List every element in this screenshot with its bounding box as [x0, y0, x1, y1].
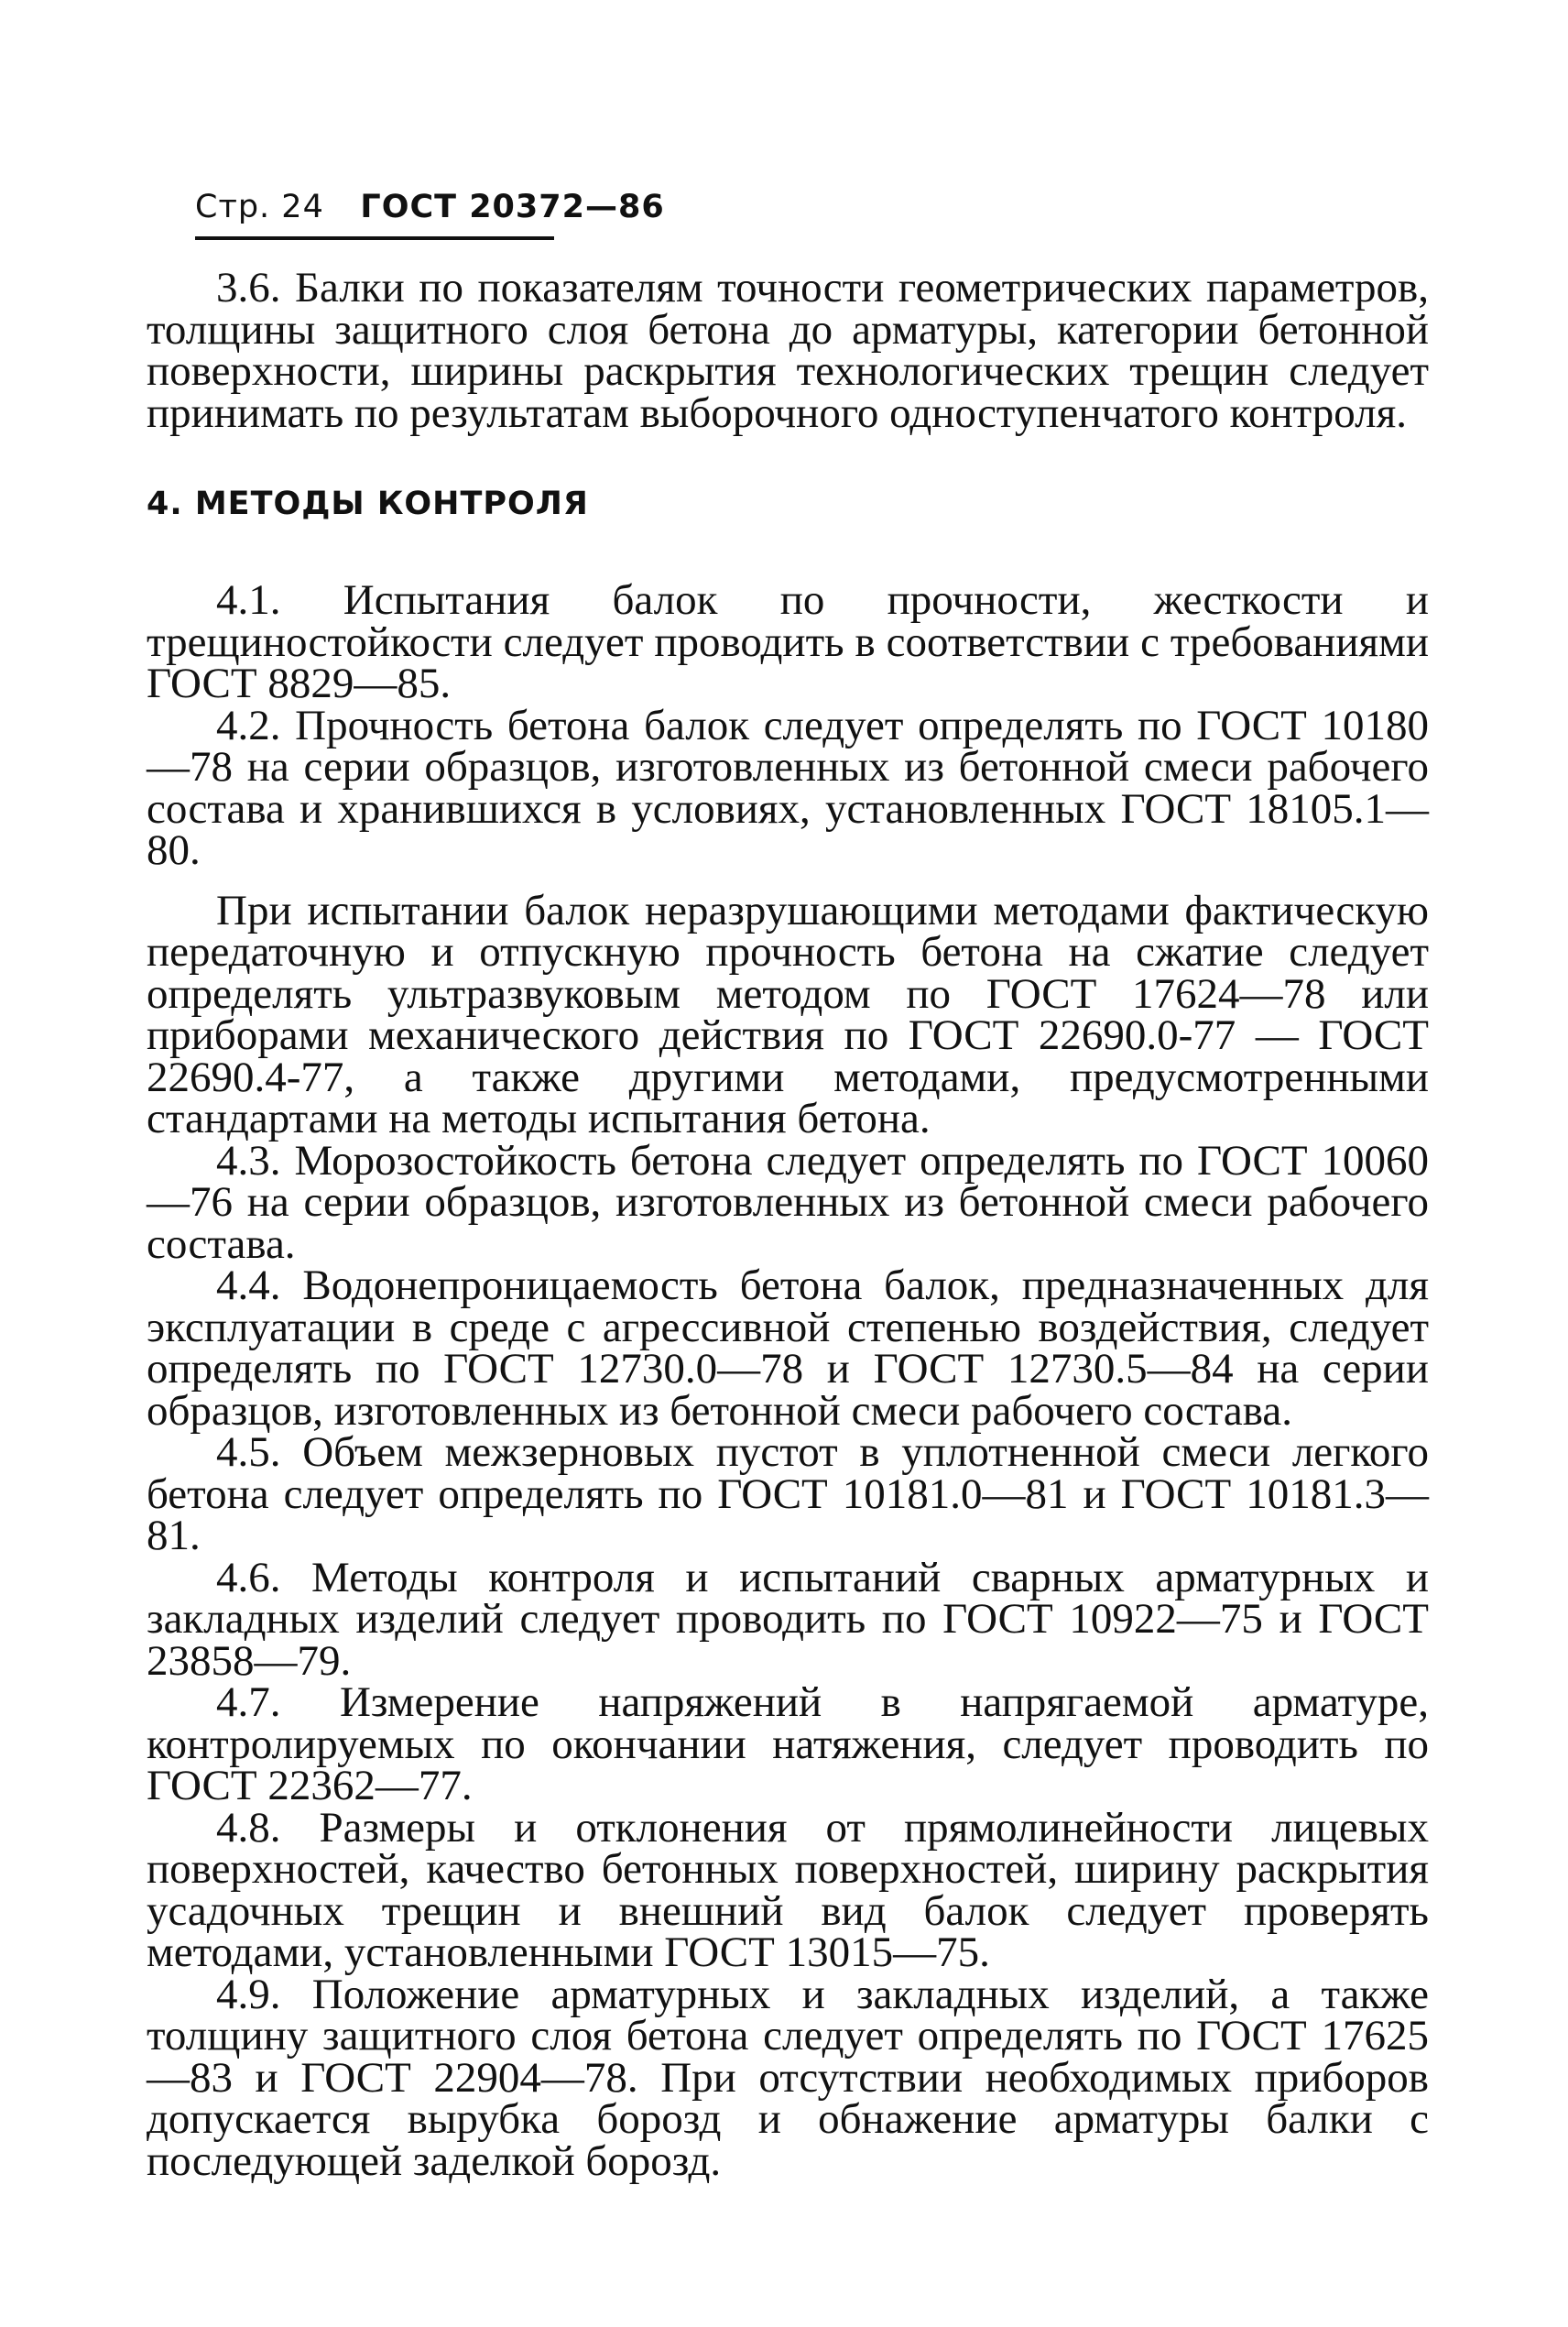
paragraph-4-5: 4.5. Объем межзерновых пустот в уплотненной смеси легкого бетона следует определять по ГОСТ 10181.0—81 и ГОСТ 10181.3—81.: [147, 1428, 1429, 1559]
paragraph-4-2-continued: При испытании балок неразрушающими методами фактическую передаточную и отпускную прочность бетона на сжатие следует определять ультразвуковым методом по ГОСТ 17624—78 или приборами механического действия по ГОСТ 22690.0-77 — ГОСТ 22690.4-77, а также другими методами, предусмотренными стандартами на методы испытания бетона.: [147, 886, 1429, 1142]
paragraph-4-2: 4.2. Прочность бетона балок следует определять по ГОСТ 10180—78 на серии образцов, изготовленных из бетонной смеси рабочего состава и хранившихся в условиях, установленных ГОСТ 18105.1—80.: [147, 701, 1429, 874]
paragraph-4-9: 4.9. Положение арматурных и закладных изделий, а также толщину защитного слоя бетона следует определять по ГОСТ 17625—83 и ГОСТ 22904—78. При отсутствии необходимых приборов допускается вырубка борозд и обнажение арматуры балки с последующей заделкой борозд.: [147, 1970, 1429, 2185]
paragraph-4-8: 4.8. Размеры и отклонения от прямолинейности лицевых поверхностей, качество бетонных поверхностей, ширину раскрытия усадочных трещин и внешний вид балок следует проверять методами, установленными ГОСТ 13015—75.: [147, 1803, 1429, 1976]
page-number: Стр. 24: [195, 189, 324, 225]
header-rule: [195, 236, 554, 240]
paragraph-4-4: 4.4. Водонепроницаемость бетона балок, предназначенных для эксплуатации в среде с агрессивной степенью воздействия, следует определять по ГОСТ 12730.0—78 и ГОСТ 12730.5—84 на серии образцов, изготовленных из бетонной смеси рабочего состава.: [147, 1262, 1429, 1435]
standard-number: ГОСТ 20372—86: [360, 189, 665, 225]
paragraph-4-7: 4.7. Измерение напряжений в напрягаемой арматуре, контролируемых по окончании натяжения, следует проводить по ГОСТ 22362—77.: [147, 1678, 1429, 1809]
paragraph-4-1: 4.1. Испытания балок по прочности, жесткости и трещиностойкости следует проводить в соответствии с требованиями ГОСТ 8829—85.: [147, 576, 1429, 707]
paragraph-4-6: 4.6. Методы контроля и испытаний сварных арматурных и закладных изделий следует проводить по ГОСТ 10922—75 и ГОСТ 23858—79.: [147, 1553, 1429, 1685]
running-header: [195, 189, 665, 225]
paragraph-4-3: 4.3. Морозостойкость бетона следует определять по ГОСТ 10060—76 на серии образцов, изготовленных из бетонной смеси рабочего состава.: [147, 1136, 1429, 1268]
paragraph-3-6: 3.6. Балки по показателям точности геометрических параметров, толщины защитного слоя бетона до арматуры, категории бетонной поверхности, ширины раскрытия технологических трещин следует принимать по результатам выборочного одноступенчатого контроля.: [147, 264, 1429, 437]
section-title: 4. МЕТОДЫ КОНТРОЛЯ: [147, 486, 589, 522]
body-text: [147, 264, 1429, 2185]
